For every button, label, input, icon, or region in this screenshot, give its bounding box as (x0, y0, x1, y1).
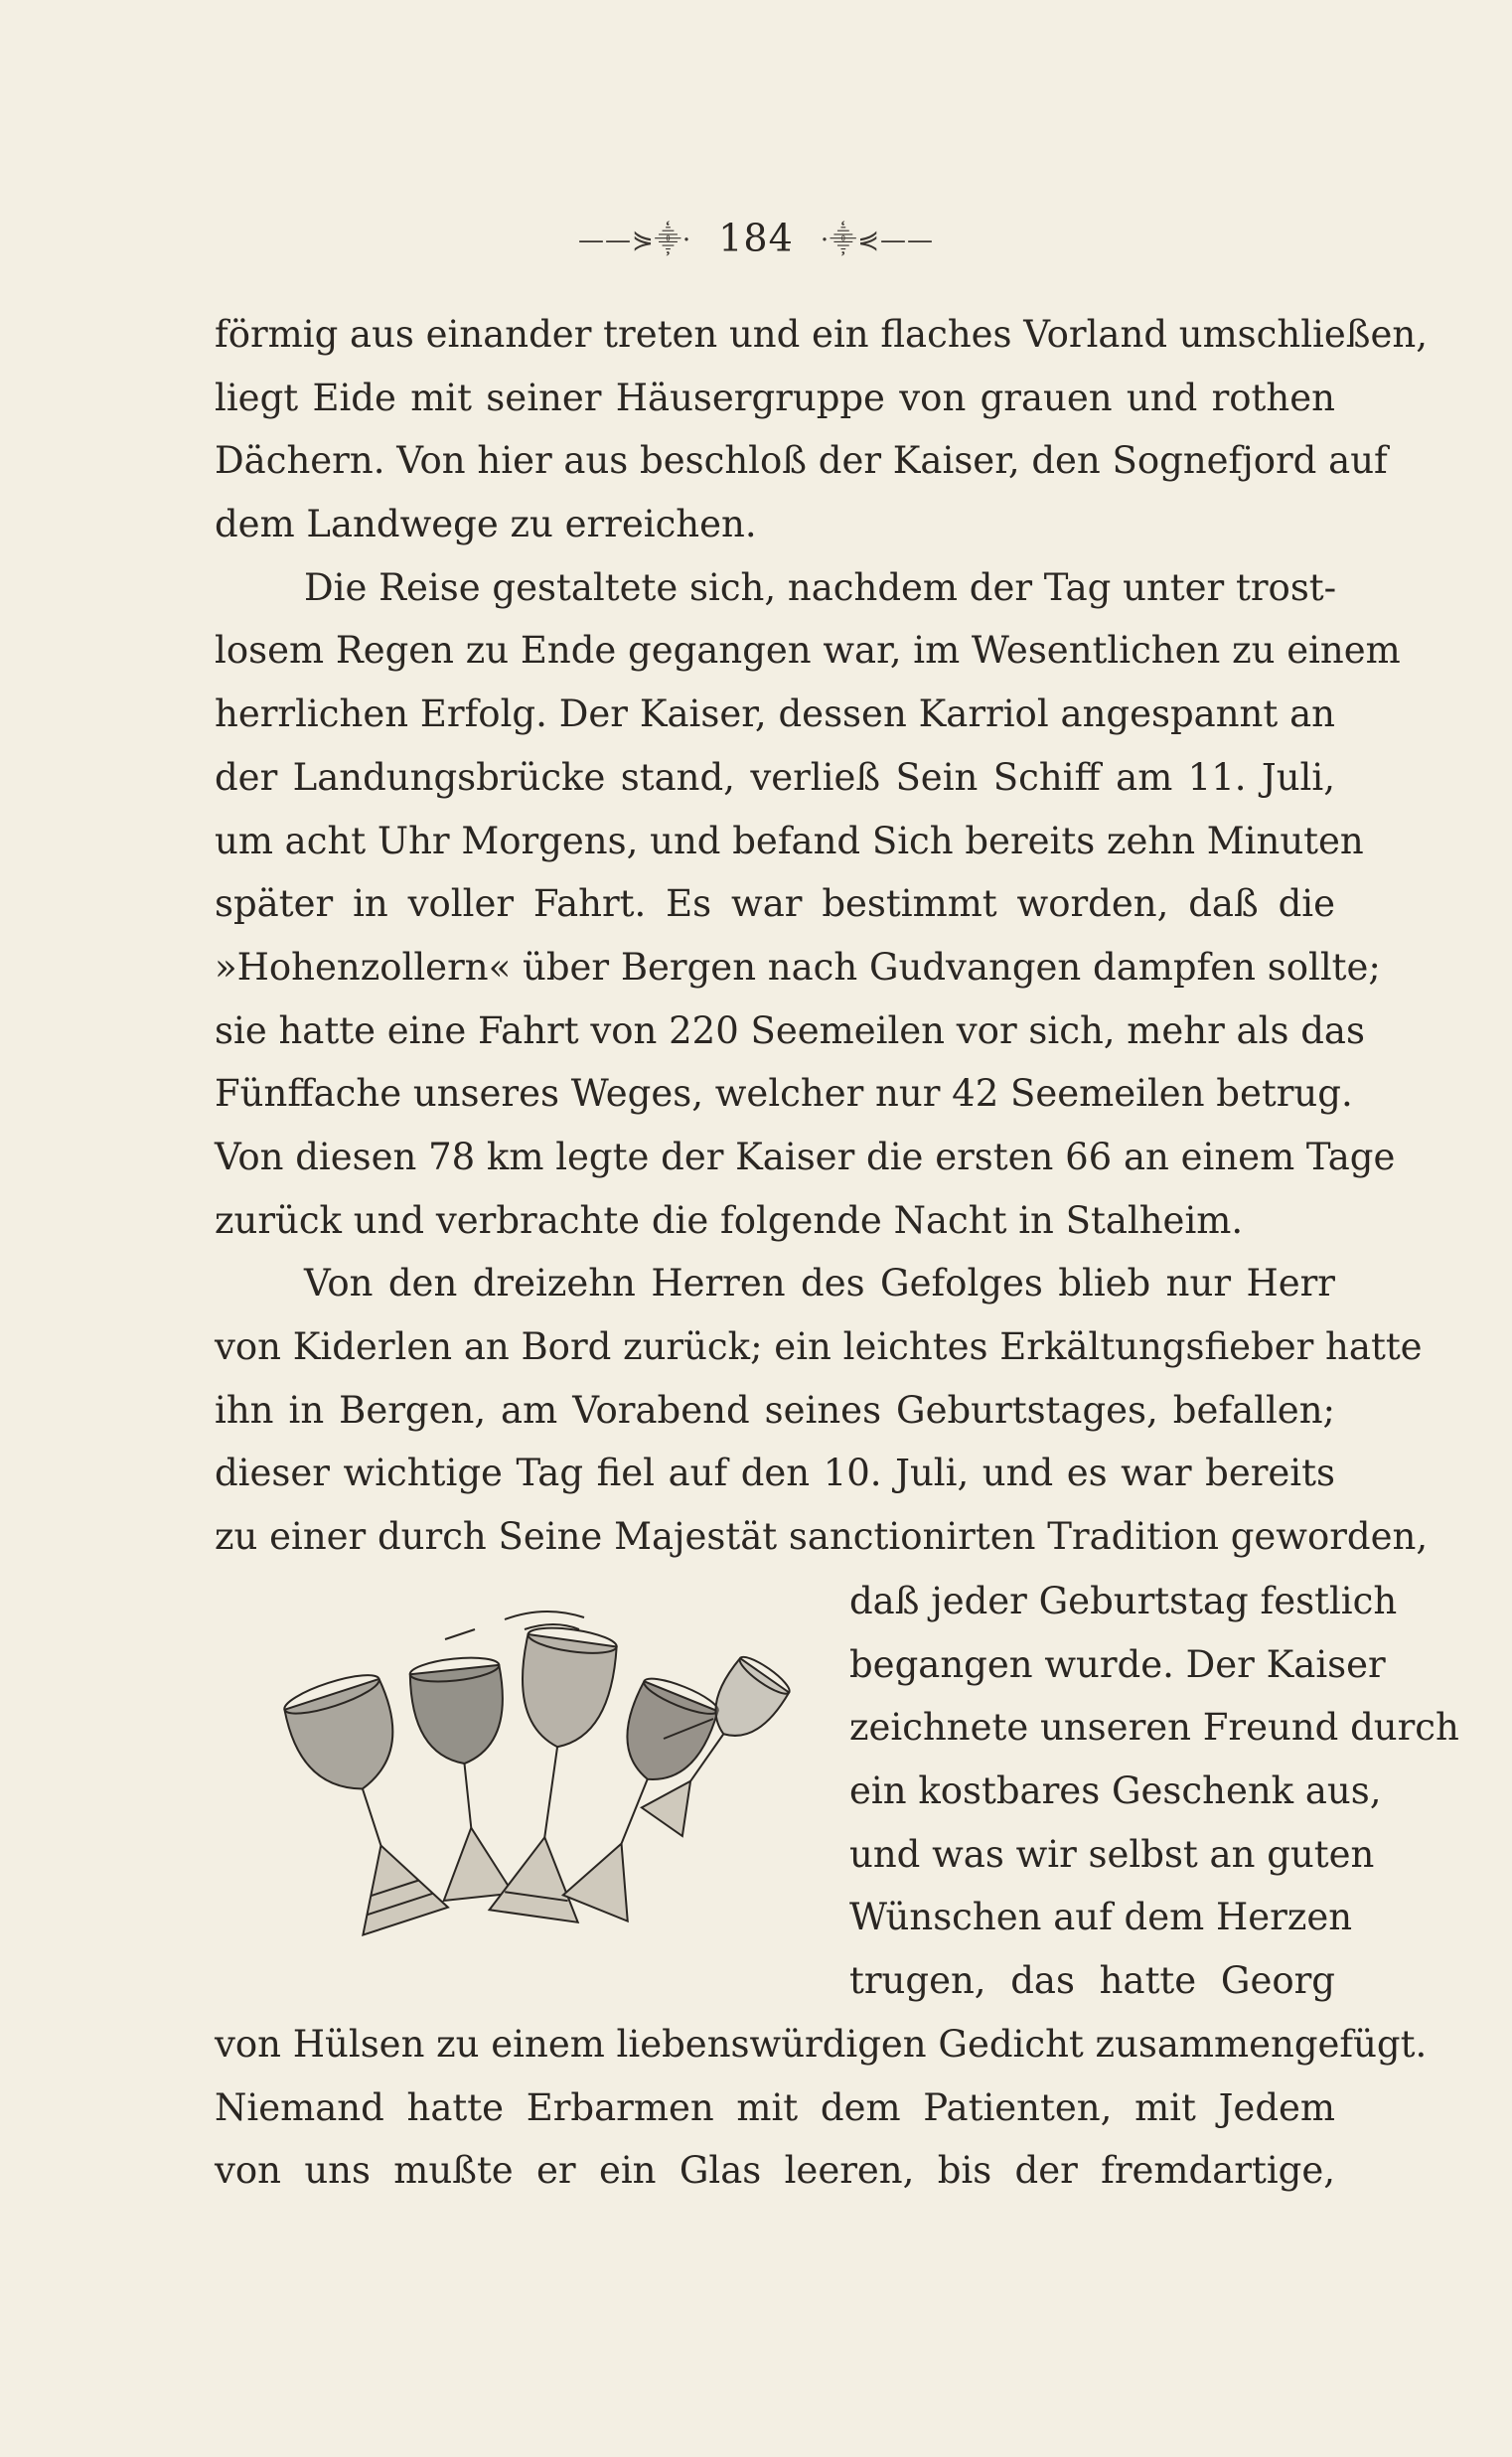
text-line: herrlichen Erfolg. Der Kaiser, dessen Karriol angespannt an (215, 692, 1335, 736)
text-line: Von den dreizehn Herren des Gefolges blieb nur Herr (304, 1262, 1335, 1305)
text-line: ihn in Bergen, am Vorabend seines Geburtstages, befallen; (215, 1388, 1335, 1432)
text-line: ein kostbares Geschenk aus, (849, 1769, 1382, 1813)
text-line: später in voller Fahrt. Es war bestimmt worden, daß die (215, 882, 1335, 926)
text-line: zeichnete unseren Freund durch (849, 1706, 1459, 1750)
text-line: Niemand hatte Erbarmen mit dem Patienten, mit Jedem (215, 2085, 1335, 2129)
text-line: begangen wurde. Der Kaiser (849, 1642, 1386, 1686)
text-line: und was wir selbst an guten (849, 1832, 1375, 1876)
wine-glass-icon (408, 1654, 524, 1902)
text-line: dieser wichtige Tag fiel auf den 10. Juli, und es war bereits (215, 1452, 1335, 1495)
left-ornament-icon: ——⋟⸎· (577, 225, 692, 255)
text-line: Fünffache unseres Weges, welcher nur 42 Seemeilen betrug. (215, 1072, 1353, 1116)
text-line: von uns mußte er ein Glas leeren, bis der fremdartige, (215, 2149, 1335, 2193)
right-ornament-icon: ·⸎⋞—— (820, 225, 935, 255)
text-line: Wünschen auf dem Herzen (849, 1896, 1353, 1939)
text-line: »Hohenzollern« über Bergen nach Gudvangen dampfen sollte; (215, 945, 1381, 989)
wine-glasses-illustration (246, 1600, 823, 1977)
text-line: Dächern. Von hier aus beschloß der Kaiser, den Sognefjord auf (215, 439, 1388, 483)
text-line: daß jeder Geburtstag festlich (849, 1580, 1398, 1622)
body-text-wrap (849, 1570, 1459, 2013)
text-line: förmig aus einander treten und ein flaches Vorland umschließen, (215, 313, 1428, 356)
text-line: Die Reise gestaltete sich, nachdem der Tag unter trost- (304, 565, 1337, 609)
text-line: von Hülsen zu einem liebenswürdigen Gedicht zusammengefügt. (215, 2023, 1428, 2066)
text-line: losem Regen zu Ende gegangen war, im Wesentlichen zu einem (215, 629, 1401, 673)
text-line: liegt Eide mit seiner Häusergruppe von grauen und rothen (215, 376, 1335, 419)
page-header (0, 213, 1512, 260)
text-line: trugen, das hatte Georg (849, 1959, 1335, 2003)
text-line: von Kiderlen an Bord zurück; ein leichtes Erkältungsfieber hatte (215, 1325, 1423, 1368)
text-line: sie hatte eine Fahrt von 220 Seemeilen vor sich, mehr als das (215, 1008, 1365, 1052)
body-text-bottom (215, 2013, 1428, 2203)
text-line: der Landungsbrücke stand, verließ Sein Schiff am 11. Juli, (215, 755, 1335, 799)
text-line: zu einer durch Seine Majestät sanctionirten Tradition geworden, (215, 1515, 1429, 1559)
text-line: um acht Uhr Morgens, und befand Sich bereits zehn Minuten (215, 819, 1364, 862)
text-line: dem Landwege zu erreichen. (215, 503, 757, 546)
text-line: Von diesen 78 km legte der Kaiser die ersten 66 an einem Tage (215, 1135, 1396, 1178)
page-number: 184 (718, 216, 794, 260)
text-line: zurück und verbrachte die folgende Nacht in Stalheim. (215, 1198, 1244, 1242)
body-text-top (215, 303, 1429, 1569)
